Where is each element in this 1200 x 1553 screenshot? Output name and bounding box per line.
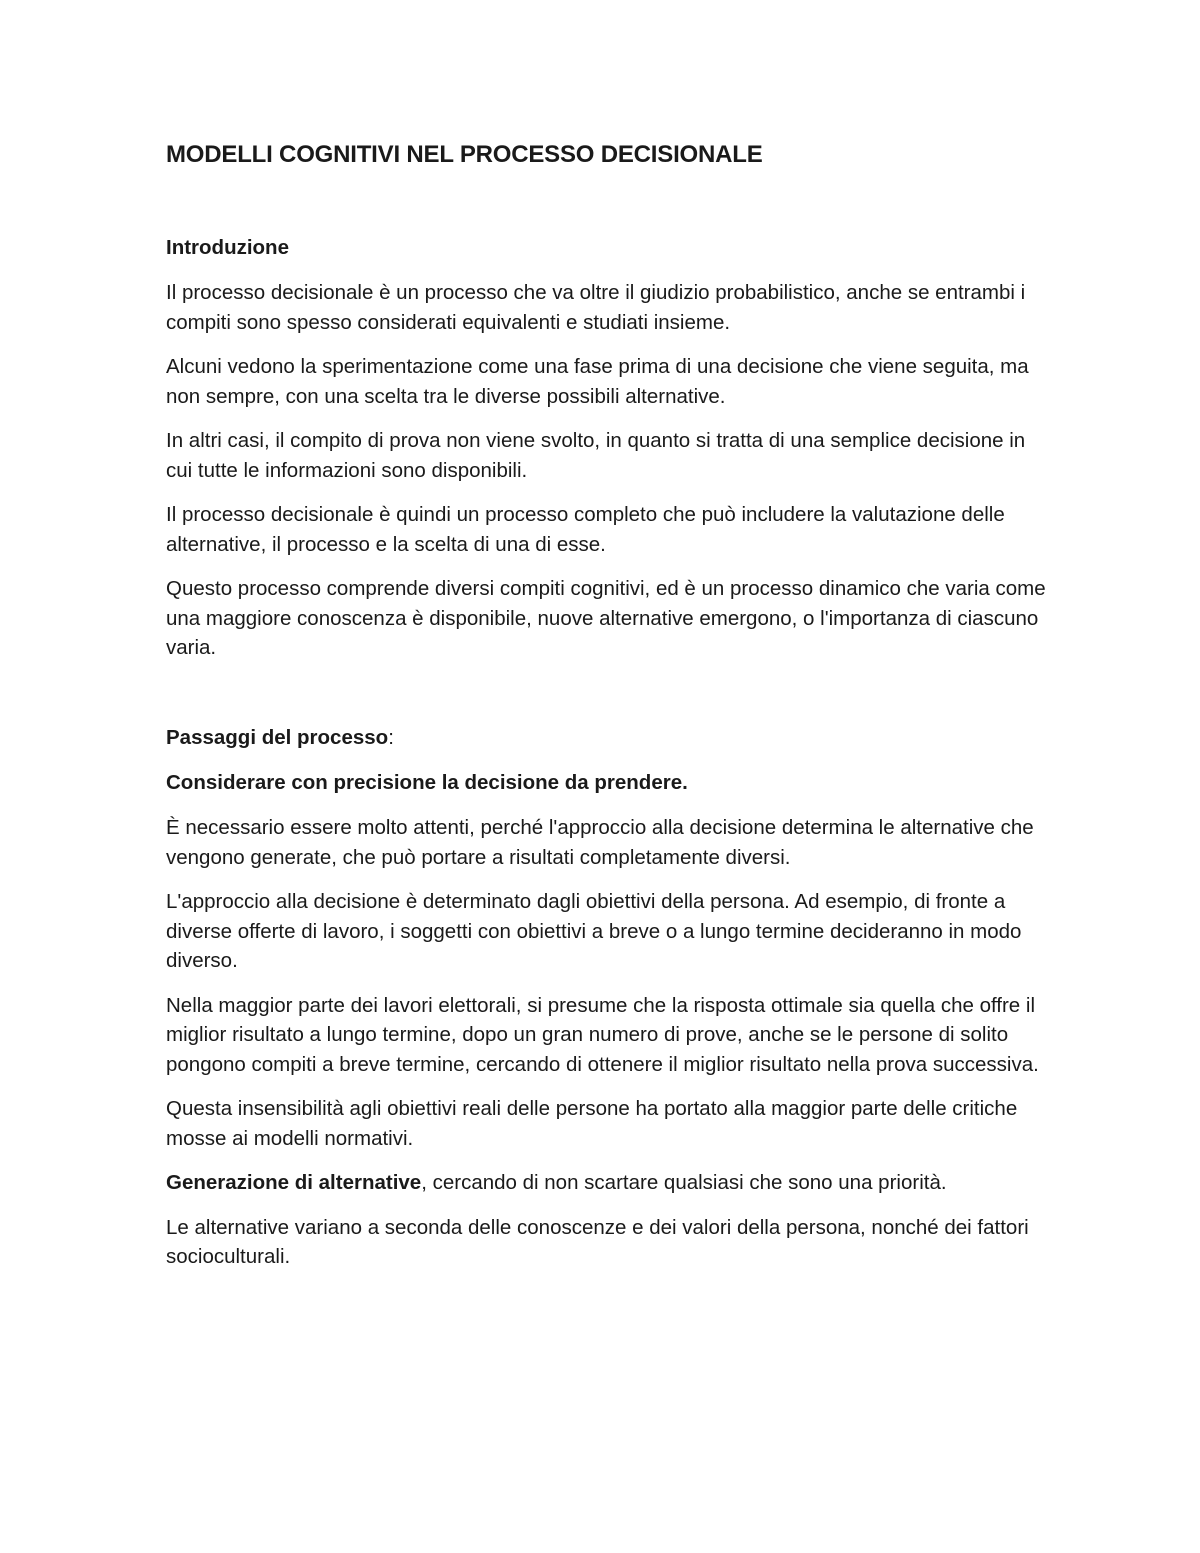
step-2-heading: Generazione di alternative <box>166 1171 422 1194</box>
document-title: MODELLI COGNITIVI NEL PROCESSO DECISIONALE <box>166 141 763 168</box>
step-1-heading: Considerare con precisione la decisione da prendere. <box>166 771 688 794</box>
steps-final-paragraph: Le alternative variano a seconda delle conoscenze e dei valori della persona, nonché dei fattori socioculturali. <box>166 1215 1029 1268</box>
intro-paragraph-1: Il processo decisionale è un processo che va oltre il giudizio probabilistico, anche se entrambi i compiti sono spesso considerati equivalenti e studiati insieme. <box>166 281 1026 334</box>
steps-paragraph-3: Nella maggior parte dei lavori elettorali, si presume che la risposta ottimale sia quella che offre il miglior risultato a lungo termine, dopo un gran numero di prove, anche se le persone di solito pongono compiti a breve termine, cercando di ottenere il miglior risultato nella prova successiva. <box>166 993 1039 1076</box>
intro-paragraph-2: Alcuni vedono la sperimentazione come una fase prima di una decisione che viene seguita, ma non sempre, con una scelta tra le diverse possibili alternative. <box>166 355 1029 408</box>
intro-paragraph-4: Il processo decisionale è quindi un processo completo che può includere la valutazione delle alternative, il processo e la scelta di una di esse. <box>166 503 1005 556</box>
steps-paragraph-4: Questa insensibilità agli obiettivi reali delle persone ha portato alla maggior parte delle critiche mosse ai modelli normativi. <box>166 1097 1018 1150</box>
step-2-text: , cercando di non scartare qualsiasi che sono una priorità. <box>421 1171 947 1194</box>
steps-heading-colon: : <box>388 726 394 749</box>
intro-paragraph-3: In altri casi, il compito di prova non viene svolto, in quanto si tratta di una semplice decisione in cui tutte le informazioni sono disponibili. <box>166 429 1026 482</box>
steps-section <box>166 723 1046 1287</box>
steps-paragraph-1: È necessario essere molto attenti, perché l'approccio alla decisione determina le alternative che vengono generate, che può portare a risultati completamente diversi. <box>166 816 1034 869</box>
steps-heading-text: Passaggi del processo <box>166 726 389 749</box>
intro-section <box>166 233 1046 678</box>
steps-paragraph-2: L'approccio alla decisione è determinato dagli obiettivi della persona. Ad esempio, di fronte a diverse offerte di lavoro, i soggetti con obiettivi a breve o a lungo termine decideranno in modo diverso. <box>166 890 1022 972</box>
steps-heading <box>166 723 1046 752</box>
step-2-paragraph <box>166 1168 1046 1198</box>
intro-paragraph-5: Questo processo comprende diversi compiti cognitivi, ed è un processo dinamico che varia come una maggiore conoscenza è disponibile, nuove alternative emergono, o l'importanza di ciascuno varia. <box>166 577 1046 659</box>
intro-heading: Introduzione <box>166 236 289 259</box>
